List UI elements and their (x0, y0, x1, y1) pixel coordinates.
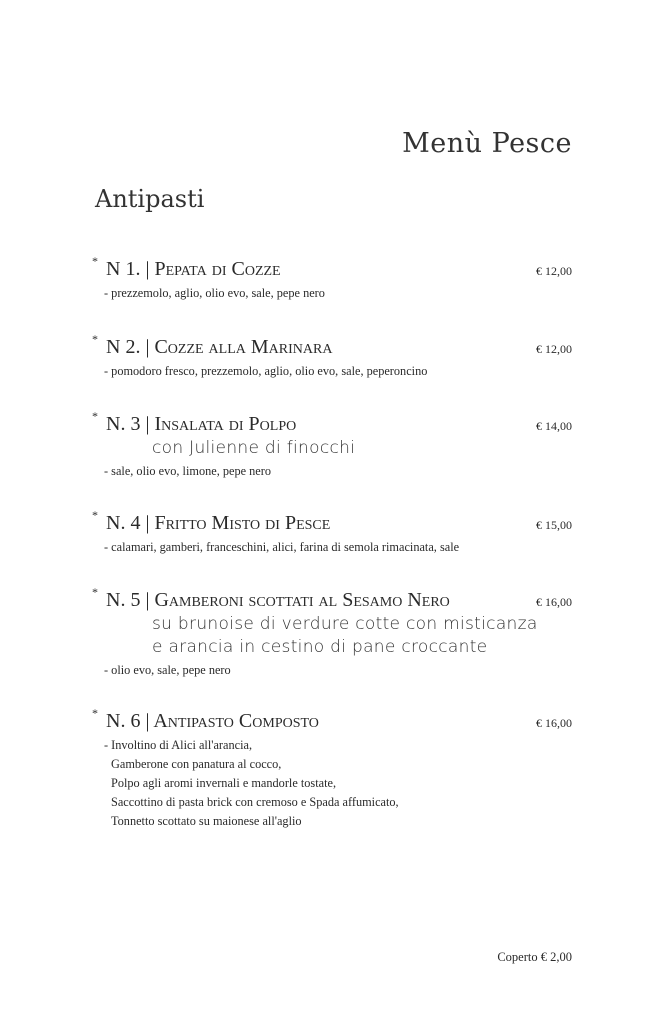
description-line: Tonnetto scottato su maionese all'aglio (111, 814, 302, 828)
item-star: * (92, 585, 98, 599)
item-price: € 12,00 (536, 342, 572, 356)
menu-item (92, 254, 572, 303)
item-description (104, 362, 572, 381)
cover-charge: Coperto € 2,00 (497, 950, 572, 964)
item-subtitle: e arancia in cestino di pane croccante (152, 637, 488, 657)
menu-item (92, 585, 572, 680)
item-header (92, 508, 572, 536)
item-price: € 16,00 (536, 595, 572, 609)
item-price: € 12,00 (536, 264, 572, 278)
item-header (92, 706, 572, 734)
item-header (92, 409, 572, 437)
description-line: - Involtino di Alici all'arancia, (104, 738, 253, 752)
item-subtitle: su brunoise di verdure cotte con misticanza (152, 614, 538, 634)
description-line: - olio evo, sale, pepe nero (104, 663, 231, 677)
item-name: N 2. | Cozze alla Marinara (106, 336, 333, 358)
item-description (104, 538, 572, 557)
menu-item (92, 508, 572, 557)
item-star: * (92, 409, 98, 423)
item-name: N. 3 | Insalata di Polpo (106, 413, 297, 435)
item-name: N. 6 | Antipasto Composto (106, 710, 319, 732)
item-header (92, 254, 572, 282)
menu-title: Menù Pesce (402, 128, 572, 159)
description-line: Saccottino di pasta brick con cremoso e Spada affumicato, (111, 795, 399, 809)
section-heading: Antipasti (95, 185, 205, 213)
menu-item (92, 409, 572, 481)
description-line: - sale, olio evo, limone, pepe nero (104, 464, 271, 478)
item-star: * (92, 706, 98, 720)
item-price: € 15,00 (536, 518, 572, 532)
menu-item (92, 706, 572, 831)
item-star: * (92, 254, 98, 268)
item-star: * (92, 332, 98, 346)
item-star: * (92, 508, 98, 522)
item-description (104, 462, 572, 481)
menu-item (92, 332, 572, 381)
item-header (92, 332, 572, 360)
item-price: € 14,00 (536, 419, 572, 433)
description-line: - prezzemolo, aglio, olio evo, sale, pepe nero (104, 286, 325, 300)
description-line: Gamberone con panatura al cocco, (111, 757, 282, 771)
item-name: N 1. | Pepata di Cozze (106, 258, 281, 280)
item-name: N. 4 | Fritto Misto di Pesce (106, 512, 331, 534)
item-description (104, 284, 572, 303)
item-price: € 16,00 (536, 716, 572, 730)
description-line: Polpo agli aromi invernali e mandorle tostate, (111, 776, 337, 790)
item-name: N. 5 | Gamberoni scottati al Sesamo Nero (106, 589, 450, 611)
item-description (104, 736, 572, 831)
item-subtitle: con Julienne di finocchi (152, 438, 356, 458)
description-line: - pomodoro fresco, prezzemolo, aglio, olio evo, sale, peperoncino (104, 364, 428, 378)
description-line: - calamari, gamberi, franceschini, alici, farina di semola rimacinata, sale (104, 540, 460, 554)
item-header (92, 585, 572, 613)
item-description (104, 661, 572, 680)
